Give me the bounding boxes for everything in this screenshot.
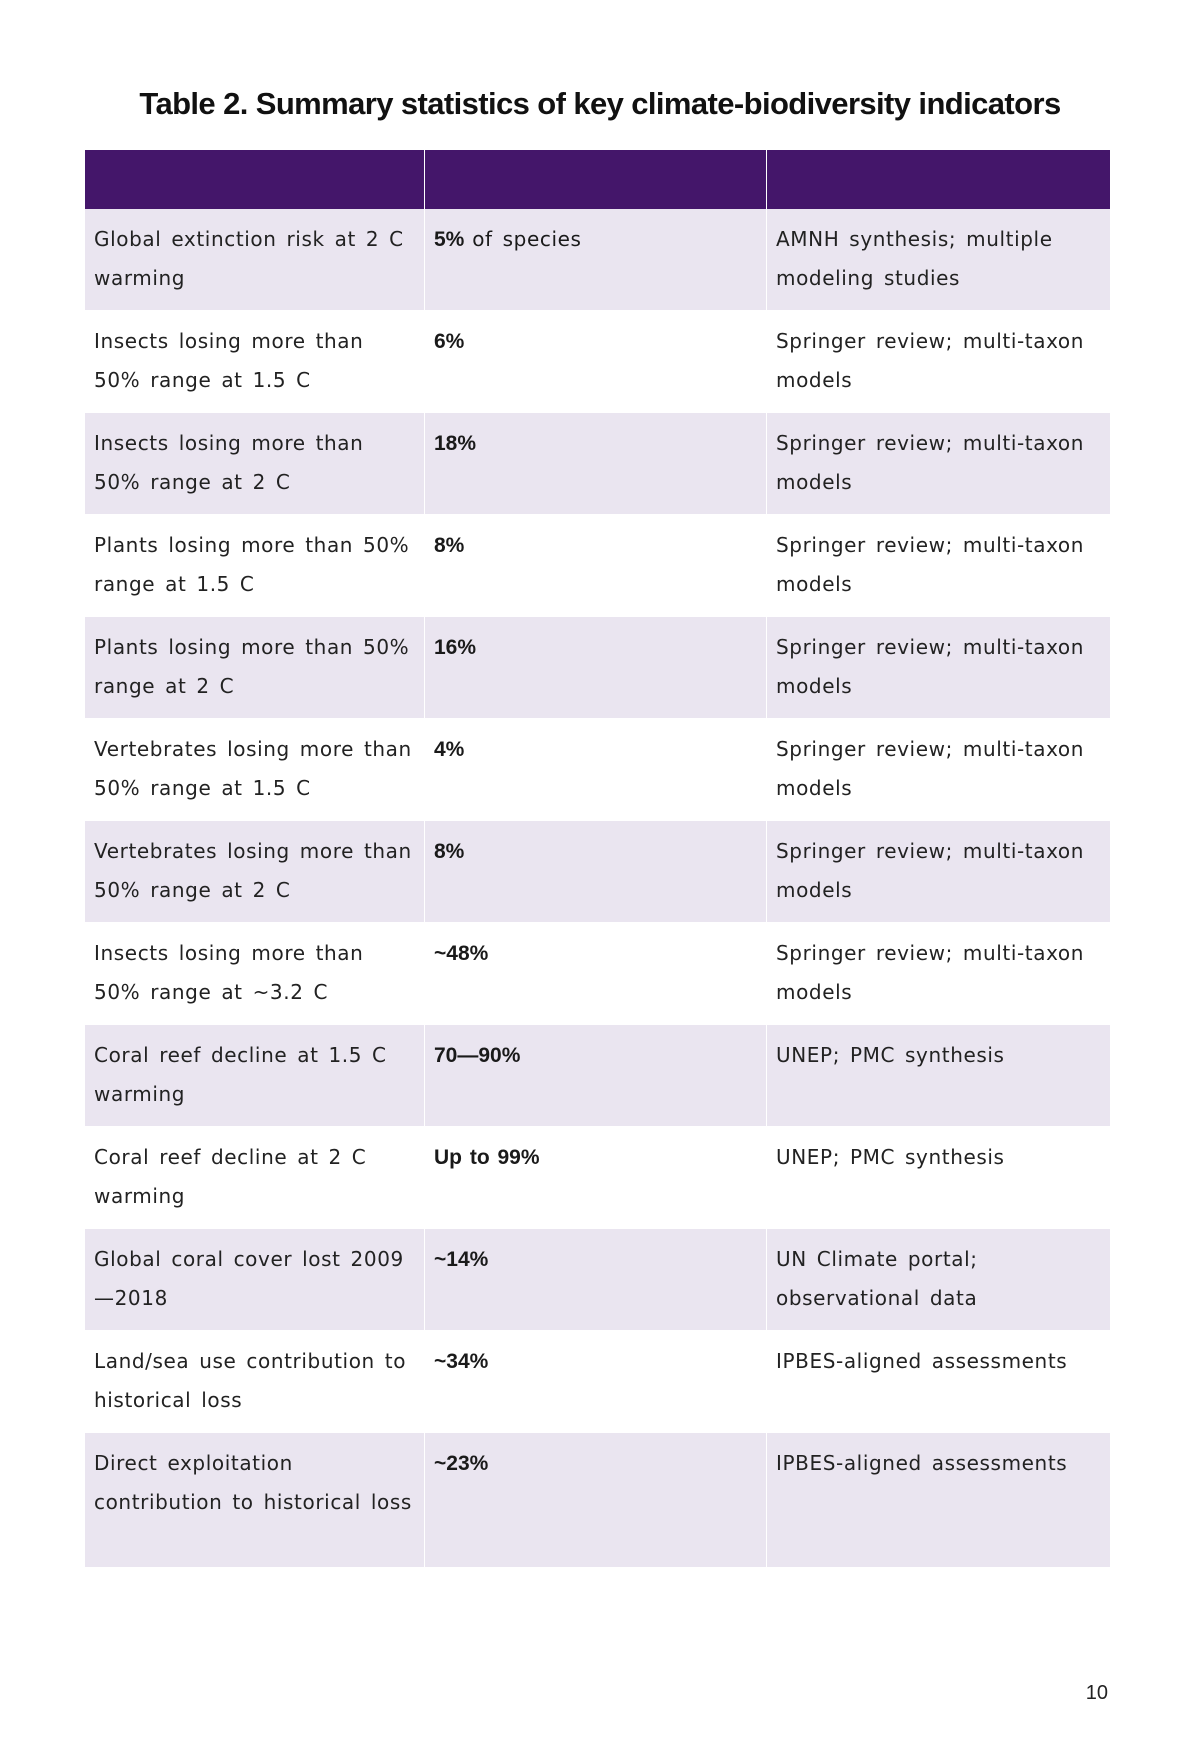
source-cell: Springer review; multi-taxon models	[767, 719, 1111, 821]
table-row	[85, 821, 1111, 923]
source-cell: UNEP; PMC synthesis	[767, 1025, 1111, 1127]
table-row	[85, 413, 1111, 515]
source-cell: UN Climate portal; observational data	[767, 1229, 1111, 1331]
table-row	[85, 1229, 1111, 1331]
value-cell: ~23%	[425, 1433, 767, 1568]
table-row	[85, 617, 1111, 719]
indicator-cell: Land/sea use contribution to historical loss	[85, 1331, 425, 1433]
source-cell: Springer review; multi-taxon models	[767, 413, 1111, 515]
value-cell: 8%	[425, 515, 767, 617]
value-cell: 4%	[425, 719, 767, 821]
indicator-cell: Coral reef decline at 2 C warming	[85, 1127, 425, 1229]
header-cell-source	[767, 150, 1111, 209]
value-cell: 18%	[425, 413, 767, 515]
value-cell: Up to 99%	[425, 1127, 767, 1229]
value-cell: ~14%	[425, 1229, 767, 1331]
table-row	[85, 1331, 1111, 1433]
value-cell: ~48%	[425, 923, 767, 1025]
source-cell: UNEP; PMC synthesis	[767, 1127, 1111, 1229]
indicator-cell: Plants losing more than 50% range at 1.5 C	[85, 515, 425, 617]
table-row	[85, 1127, 1111, 1229]
source-cell: Springer review; multi-taxon models	[767, 923, 1111, 1025]
table-row	[85, 209, 1111, 311]
page-number: 10	[1085, 1682, 1108, 1704]
source-cell: AMNH synthesis; multiple modeling studies	[767, 209, 1111, 311]
header-cell-indicator	[85, 150, 425, 209]
table-header	[85, 150, 1111, 209]
indicator-cell: Vertebrates losing more than 50% range at 2 C	[85, 821, 425, 923]
table-row	[85, 719, 1111, 821]
page-title: Table 2. Summary statistics of key climate-biodiversity indicators	[139, 86, 1061, 121]
table-body	[85, 209, 1111, 1568]
source-cell: IPBES-aligned assessments	[767, 1331, 1111, 1433]
indicator-cell: Vertebrates losing more than 50% range at 1.5 C	[85, 719, 425, 821]
source-cell: Springer review; multi-taxon models	[767, 311, 1111, 413]
indicator-cell: Plants losing more than 50% range at 2 C	[85, 617, 425, 719]
summary-statistics-table	[84, 150, 1111, 1568]
table-row	[85, 923, 1111, 1025]
value-text: 5%	[434, 228, 465, 251]
table-header-row	[85, 150, 1111, 209]
source-cell: Springer review; multi-taxon models	[767, 821, 1111, 923]
indicator-cell: Coral reef decline at 1.5 C warming	[85, 1025, 425, 1127]
value-cell	[425, 209, 767, 311]
value-cell: 70—90%	[425, 1025, 767, 1127]
value-cell: 8%	[425, 821, 767, 923]
value-cell: 6%	[425, 311, 767, 413]
source-cell: IPBES-aligned assessments	[767, 1433, 1111, 1568]
source-cell: Springer review; multi-taxon models	[767, 515, 1111, 617]
value-cell: 16%	[425, 617, 767, 719]
value-suffix: of species	[472, 227, 582, 251]
value-cell: ~34%	[425, 1331, 767, 1433]
indicator-cell: Global extinction risk at 2 C warming	[85, 209, 425, 311]
table-row	[85, 1025, 1111, 1127]
table-row	[85, 311, 1111, 413]
header-cell-value	[425, 150, 767, 209]
table-row	[85, 515, 1111, 617]
indicator-cell: Direct exploitation contribution to historical loss	[85, 1433, 425, 1568]
source-cell: Springer review; multi-taxon models	[767, 617, 1111, 719]
table-row	[85, 1433, 1111, 1568]
indicator-cell: Insects losing more than 50% range at ~3.2 C	[85, 923, 425, 1025]
indicator-cell: Insects losing more than 50% range at 2 C	[85, 413, 425, 515]
indicator-cell: Global coral cover lost 2009—2018	[85, 1229, 425, 1331]
indicator-cell: Insects losing more than 50% range at 1.5 C	[85, 311, 425, 413]
